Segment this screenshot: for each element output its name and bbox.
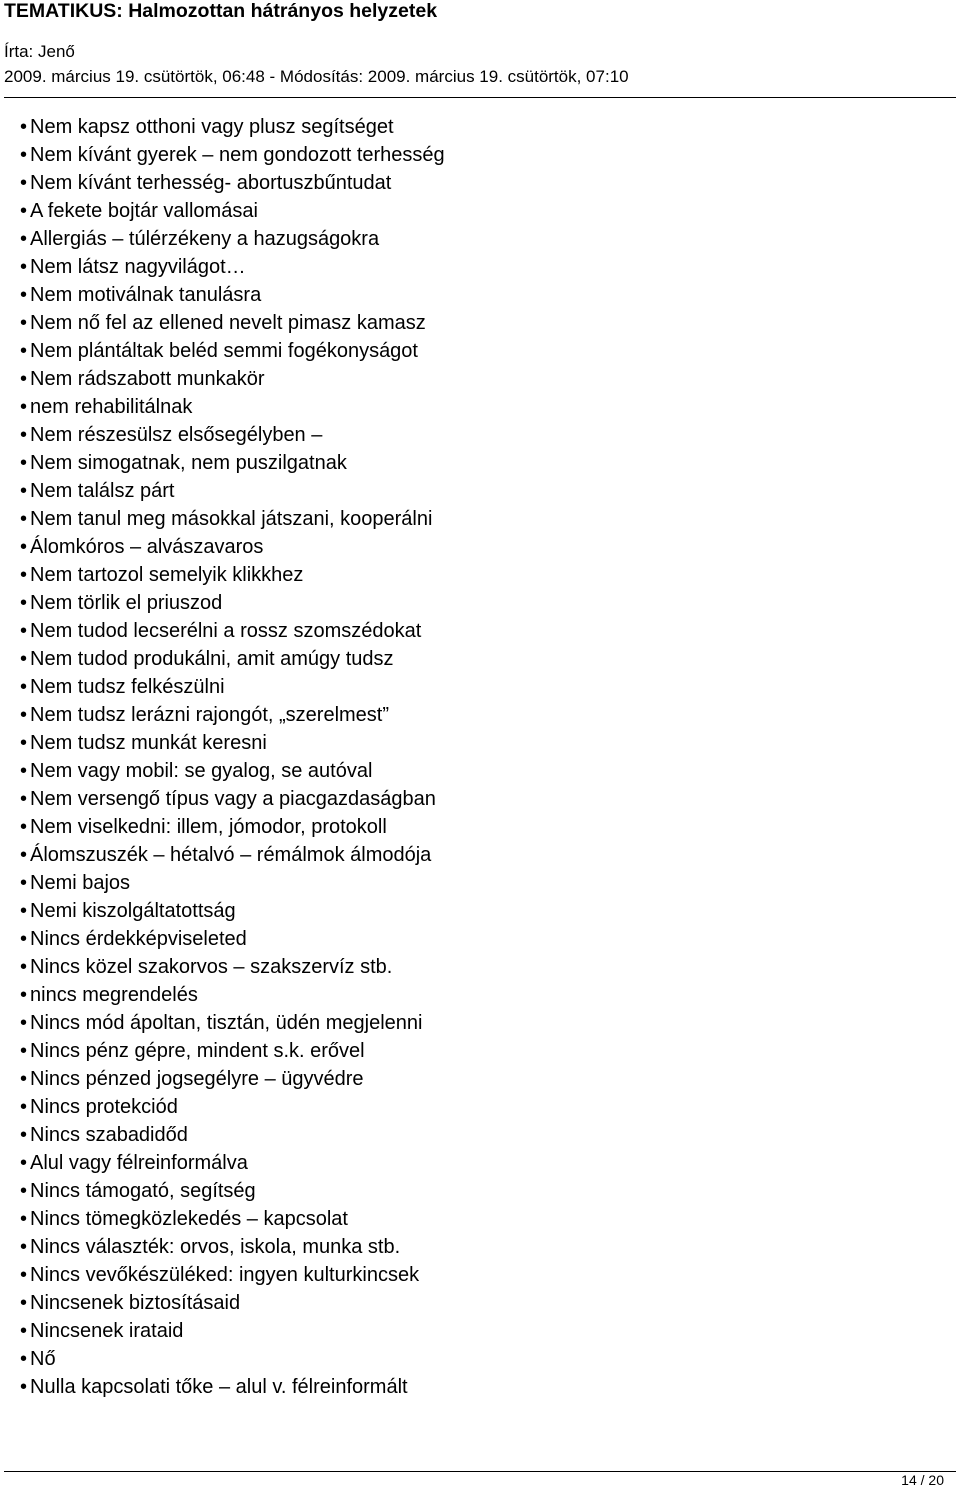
list-item: [20, 757, 940, 785]
bullet-icon: •: [20, 1208, 28, 1230]
list-item: [20, 1205, 940, 1233]
footer-divider: [4, 1471, 956, 1472]
bullet-icon: •: [20, 1012, 28, 1034]
list-item-text: Allergiás – túlérzékeny a hazugságokra: [30, 228, 380, 250]
bullet-icon: •: [20, 1152, 28, 1174]
bullet-icon: •: [20, 704, 28, 726]
bullet-icon: •: [20, 452, 28, 474]
list-item: [20, 785, 940, 813]
list-item-text: Nem plántáltak beléd semmi fogékonyságot: [30, 340, 418, 362]
list-item-text: Nem tudod lecserélni a rossz szomszédokat: [30, 620, 422, 642]
list-item-text: Nem látsz nagyvilágot…: [30, 256, 246, 278]
list-item-text: A fekete bojtár vallomásai: [30, 200, 258, 222]
bullet-icon: •: [20, 816, 28, 838]
list-item: [20, 141, 940, 169]
list-item-text: Nincs mód ápoltan, tisztán, üdén megjelenni: [30, 1012, 423, 1034]
list-item: [20, 337, 940, 365]
list-item-text: Nincsenek irataid: [30, 1320, 184, 1342]
list-item-text: nem rehabilitálnak: [30, 396, 193, 418]
bullet-icon: •: [20, 1264, 28, 1286]
bullet-icon: •: [20, 900, 28, 922]
list-item: [20, 841, 940, 869]
page-number: 14 / 20: [901, 1472, 944, 1488]
list-item: [20, 1233, 940, 1261]
bullet-icon: •: [20, 676, 28, 698]
list-item: [20, 533, 940, 561]
list-item-text: Nincs protekciód: [30, 1096, 178, 1118]
list-item: [20, 561, 940, 589]
list-item-text: Nem rádszabott munkakör: [30, 368, 265, 390]
list-item: [20, 197, 940, 225]
list-item-text: Nulla kapcsolati tőke – alul v. félreinformált: [30, 1376, 408, 1398]
list-item: [20, 477, 940, 505]
list-item: [20, 1037, 940, 1065]
list-item: [20, 1373, 940, 1401]
list-item: [20, 1261, 940, 1289]
list-item: [20, 309, 940, 337]
bullet-list: [20, 113, 940, 1401]
list-item-text: Nincs vevőkészüléked: ingyen kulturkincsek: [30, 1264, 420, 1286]
list-item: [20, 113, 940, 141]
list-item-text: Nincs tömegközlekedés – kapcsolat: [30, 1208, 348, 1230]
list-item-text: Nem versengő típus vagy a piacgazdaságban: [30, 788, 436, 810]
bullet-icon: •: [20, 592, 28, 614]
list-item-text: Nincs érdekképviseleted: [30, 928, 247, 950]
list-item: [20, 1093, 940, 1121]
list-item-text: Nem találsz párt: [30, 480, 175, 502]
list-item-text: Nincsenek biztosításaid: [30, 1292, 241, 1314]
bullet-icon: •: [20, 116, 28, 138]
bullet-icon: •: [20, 928, 28, 950]
document-title: TEMATIKUS: Halmozottan hátrányos helyzetek: [4, 0, 438, 22]
bullet-icon: •: [20, 732, 28, 754]
list-item-text: Nő: [30, 1348, 56, 1370]
list-item: [20, 589, 940, 617]
list-item-text: Nem törlik el priuszod: [30, 592, 223, 614]
list-item: [20, 1065, 940, 1093]
bullet-icon: •: [20, 984, 28, 1006]
bullet-icon: •: [20, 1292, 28, 1314]
list-item-text: Nem kapsz otthoni vagy plusz segítséget: [30, 116, 394, 138]
list-item: [20, 925, 940, 953]
list-item-text: Nincs pénz gépre, mindent s.k. erővel: [30, 1040, 365, 1062]
bullet-icon: •: [20, 788, 28, 810]
bullet-icon: •: [20, 536, 28, 558]
bullet-icon: •: [20, 508, 28, 530]
bullet-icon: •: [20, 564, 28, 586]
list-item: [20, 1009, 940, 1037]
list-item-text: Nem vagy mobil: se gyalog, se autóval: [30, 760, 373, 782]
list-item-text: Nem tudsz lerázni rajongót, „szerelmest”: [30, 704, 390, 726]
bullet-icon: •: [20, 648, 28, 670]
bullet-icon: •: [20, 872, 28, 894]
list-item-text: nincs megrendelés: [30, 984, 198, 1006]
list-item-text: Nincs közel szakorvos – szakszervíz stb.: [30, 956, 393, 978]
list-item: [20, 617, 940, 645]
list-item-text: Álomszuszék – hétalvó – rémálmok álmodója: [30, 844, 432, 866]
list-item: [20, 953, 940, 981]
list-item: [20, 1121, 940, 1149]
list-item: [20, 365, 940, 393]
list-item: [20, 701, 940, 729]
date-line: 2009. március 19. csütörtök, 06:48 - Módosítás: 2009. március 19. csütörtök, 07:10: [4, 67, 629, 86]
list-item: [20, 449, 940, 477]
list-item: [20, 645, 940, 673]
bullet-icon: •: [20, 760, 28, 782]
bullet-icon: •: [20, 1348, 28, 1370]
bullet-icon: •: [20, 1068, 28, 1090]
list-item-text: Nem tudod produkálni, amit amúgy tudsz: [30, 648, 394, 670]
list-item: [20, 813, 940, 841]
bullet-icon: •: [20, 396, 28, 418]
list-item: [20, 729, 940, 757]
bullet-icon: •: [20, 424, 28, 446]
bullet-icon: •: [20, 1124, 28, 1146]
bullet-icon: •: [20, 172, 28, 194]
list-item-text: Nemi kiszolgáltatottság: [30, 900, 236, 922]
list-item: [20, 253, 940, 281]
list-item: [20, 869, 940, 897]
list-item-text: Nincs pénzed jogsegélyre – ügyvédre: [30, 1068, 364, 1090]
list-item-text: Alul vagy félreinformálva: [30, 1152, 248, 1174]
bullet-icon: •: [20, 844, 28, 866]
list-item-text: Nem tanul meg másokkal játszani, kooperálni: [30, 508, 433, 530]
bullet-icon: •: [20, 1320, 28, 1342]
list-item-text: Nincs választék: orvos, iskola, munka stb.: [30, 1236, 401, 1258]
list-item: [20, 897, 940, 925]
bullet-icon: •: [20, 956, 28, 978]
list-item-text: Nem kívánt terhesség- abortuszbűntudat: [30, 172, 392, 194]
list-item-text: Nem tartozol semelyik klikkhez: [30, 564, 304, 586]
bullet-icon: •: [20, 1096, 28, 1118]
list-item: [20, 393, 940, 421]
list-item: [20, 1177, 940, 1205]
header-divider: [4, 97, 956, 98]
list-item: [20, 281, 940, 309]
list-item-text: Nemi bajos: [30, 872, 131, 894]
list-item-text: Nem viselkedni: illem, jómodor, protokoll: [30, 816, 387, 838]
bullet-icon: •: [20, 480, 28, 502]
bullet-icon: •: [20, 256, 28, 278]
list-item-text: Nem kívánt gyerek – nem gondozott terhesség: [30, 144, 445, 166]
bullet-icon: •: [20, 284, 28, 306]
list-item-text: Nem motiválnak tanulásra: [30, 284, 262, 306]
list-item: [20, 981, 940, 1009]
list-item: [20, 673, 940, 701]
list-item-text: Nem nő fel az ellened nevelt pimasz kamasz: [30, 312, 426, 334]
bullet-icon: •: [20, 144, 28, 166]
list-item-text: Álomkóros – alvászavaros: [30, 536, 264, 558]
list-item: [20, 421, 940, 449]
list-item-text: Nem simogatnak, nem puszilgatnak: [30, 452, 347, 474]
bullet-icon: •: [20, 1180, 28, 1202]
list-item-text: Nem részesülsz elsősegélyben –: [30, 424, 323, 446]
bullet-icon: •: [20, 1040, 28, 1062]
list-item: [20, 505, 940, 533]
list-item: [20, 169, 940, 197]
bullet-icon: •: [20, 620, 28, 642]
list-item: [20, 1345, 940, 1373]
list-item: [20, 225, 940, 253]
document-header: [4, 0, 956, 87]
bullet-icon: •: [20, 312, 28, 334]
bullet-icon: •: [20, 200, 28, 222]
list-item: [20, 1317, 940, 1345]
list-item: [20, 1289, 940, 1317]
bullet-icon: •: [20, 1376, 28, 1398]
list-item-text: Nem tudsz felkészülni: [30, 676, 225, 698]
list-item-text: Nincs támogató, segítség: [30, 1180, 256, 1202]
list-item: [20, 1149, 940, 1177]
bullet-icon: •: [20, 228, 28, 250]
list-item-text: Nincs szabadidőd: [30, 1124, 188, 1146]
bullet-icon: •: [20, 1236, 28, 1258]
bullet-icon: •: [20, 368, 28, 390]
bullet-icon: •: [20, 340, 28, 362]
list-item-text: Nem tudsz munkát keresni: [30, 732, 267, 754]
author-line: Írta: Jenő: [4, 42, 75, 61]
